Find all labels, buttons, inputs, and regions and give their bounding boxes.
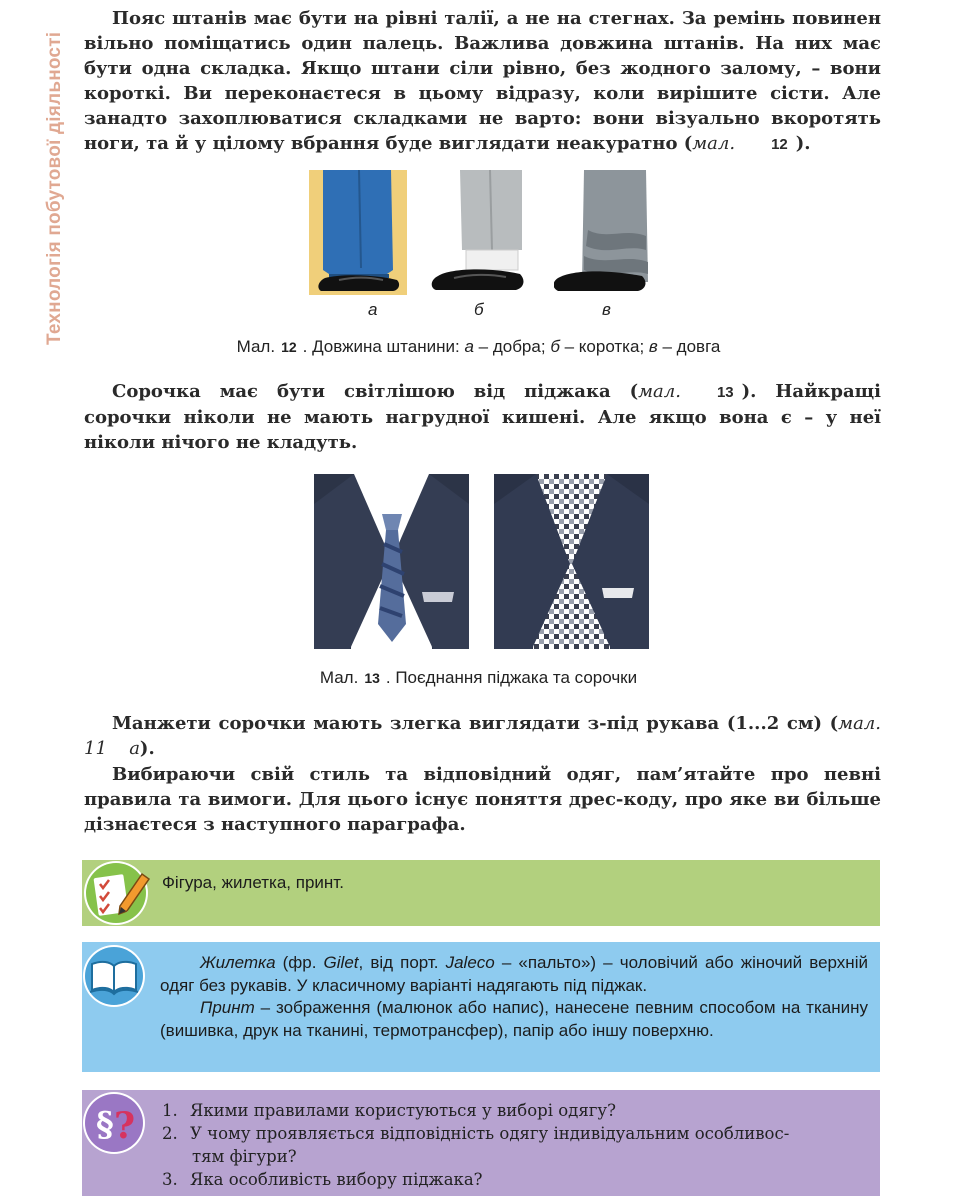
caption-prefix: Мал. (319, 668, 359, 687)
paragraph-trousers-end: ). (795, 133, 811, 154)
keywords-pencil-icon (82, 860, 154, 926)
question-3 (162, 1168, 868, 1191)
trouser-short-image (430, 170, 530, 295)
book-icon (82, 944, 148, 1008)
definition-vest-c: – «пальто») – чоловічий або жіночий верхній одяг без рукавів. У класичному варіанті надягають під піджак. (160, 953, 868, 995)
figure-letter-b: б (474, 300, 484, 319)
figure-ref-label: мал. (638, 381, 681, 402)
definition-vest-a: (фр. (275, 953, 324, 972)
definitions-box (82, 942, 880, 1072)
figure-ref-label: мал. 11 (84, 713, 881, 759)
question-3-number: 3. (162, 1170, 178, 1189)
figure-letter-a: а (368, 300, 378, 319)
definition-print (160, 997, 868, 1042)
paragraph-trousers-text: Пояс штанів має бути на рівні талії, а не на стегнах. За ремінь повинен вільно поміщатись один палець. Важлива довжина штанів. На них має бути одна складка. Якщо штани сіли рівно, без жодного залому, – вони короткі. Ви переконаєтеся в цьому відразу, коли вирішите сісти. Але занадто захоплюватися складками не варто: вони візуально вкоротять ноги, та й у цілому вбрання буде виглядати неакуратно ( (84, 8, 881, 154)
caption-letter-a: а (464, 337, 474, 356)
definition-print-text: – зображення (малюнок або напис), нанесене певним способом на тканину (вишивка, друк на тканині, термотрансфер), папір або іншу поверхню. (160, 998, 868, 1040)
figure-ref-number: 13 (716, 384, 734, 401)
questions-box (82, 1090, 880, 1196)
question-1-text: Якими правилами користуються у виборі одягу? (190, 1101, 616, 1120)
paragraph-trousers (84, 6, 881, 157)
definition-vest (160, 952, 868, 997)
jacket-tie-image (314, 474, 469, 649)
figure-12-caption (0, 337, 957, 357)
caption-number: 13 (364, 670, 380, 686)
caption-letter-v: в (648, 337, 658, 356)
jacket-check-shirt-image (494, 474, 649, 649)
caption-rest: . Поєднання піджака та сорочки (385, 668, 638, 687)
figure-ref-label: мал. (692, 133, 736, 154)
question-2-number: 2. (162, 1124, 178, 1143)
definitions-text (160, 952, 868, 1042)
paragraph-cuffs (84, 711, 881, 761)
caption-text-v: – довга (657, 337, 721, 356)
trouser-long-image (554, 170, 652, 295)
caption-letter-b: б (550, 337, 560, 356)
keywords-box (82, 860, 880, 926)
question-2 (162, 1122, 868, 1168)
definition-print-term: Принт (200, 998, 255, 1017)
definition-vest-term: Жилетка (200, 953, 276, 972)
caption-text-a: – добра; (473, 337, 546, 356)
paragraph-dress-code: Вибираючи свій стиль та відповідний одяг, пам’ятайте про певні правила та вимоги. Для цього існує поняття дрес-коду, про яке ви більше дізнаєтеся з наступного параграфа. (84, 764, 881, 835)
svg-text:?: ? (114, 1105, 136, 1147)
paragraph-shirt-text: Сорочка має бути світлішою від піджака ( (112, 381, 639, 402)
caption-number: 12 (281, 339, 297, 355)
paragraph-cuffs-end: ). (139, 738, 155, 759)
svg-text:§: § (96, 1105, 114, 1145)
definition-vest-word2: Jaleco (445, 953, 495, 972)
definition-vest-word1: Gilet (323, 953, 359, 972)
caption-text-b: – коротка; (559, 337, 645, 356)
question-2-text-cont: тям фігури? (192, 1147, 297, 1166)
keywords-text: Фігура, жилетка, принт. (162, 873, 344, 892)
figure-ref-number: 12 (771, 136, 788, 153)
question-1 (162, 1099, 868, 1122)
figure-13-caption (0, 668, 957, 688)
paragraph-shirt-end: ). Найкращі сорочки ніколи не мають нагрудної кишені. Але якщо вона є – у неї ніколи нічого не кладуть. (84, 381, 881, 453)
definition-vest-b: , від порт. (358, 953, 446, 972)
figure-ref-letter: а (129, 738, 140, 759)
caption-rest: . Довжина штанини: (302, 337, 460, 356)
question-3-text: Яка особливість вибору піджака? (190, 1170, 483, 1189)
trouser-good-image (309, 170, 407, 295)
paragraph-cuffs-text: Манжети сорочки мають злегка виглядати з-під рукава (1...2 см) ( (112, 713, 839, 734)
side-title: Технологія побутової діяльності (44, 31, 65, 345)
questions-list (162, 1099, 868, 1191)
question-1-number: 1. (162, 1101, 178, 1120)
paragraph-shirt (84, 379, 881, 455)
question-2-text: У чому проявляється відповідність одягу індивідуальним особливос- (190, 1124, 790, 1143)
question-section-icon (82, 1090, 148, 1156)
figure-letter-v: в (602, 300, 611, 319)
caption-prefix: Мал. (236, 337, 276, 356)
